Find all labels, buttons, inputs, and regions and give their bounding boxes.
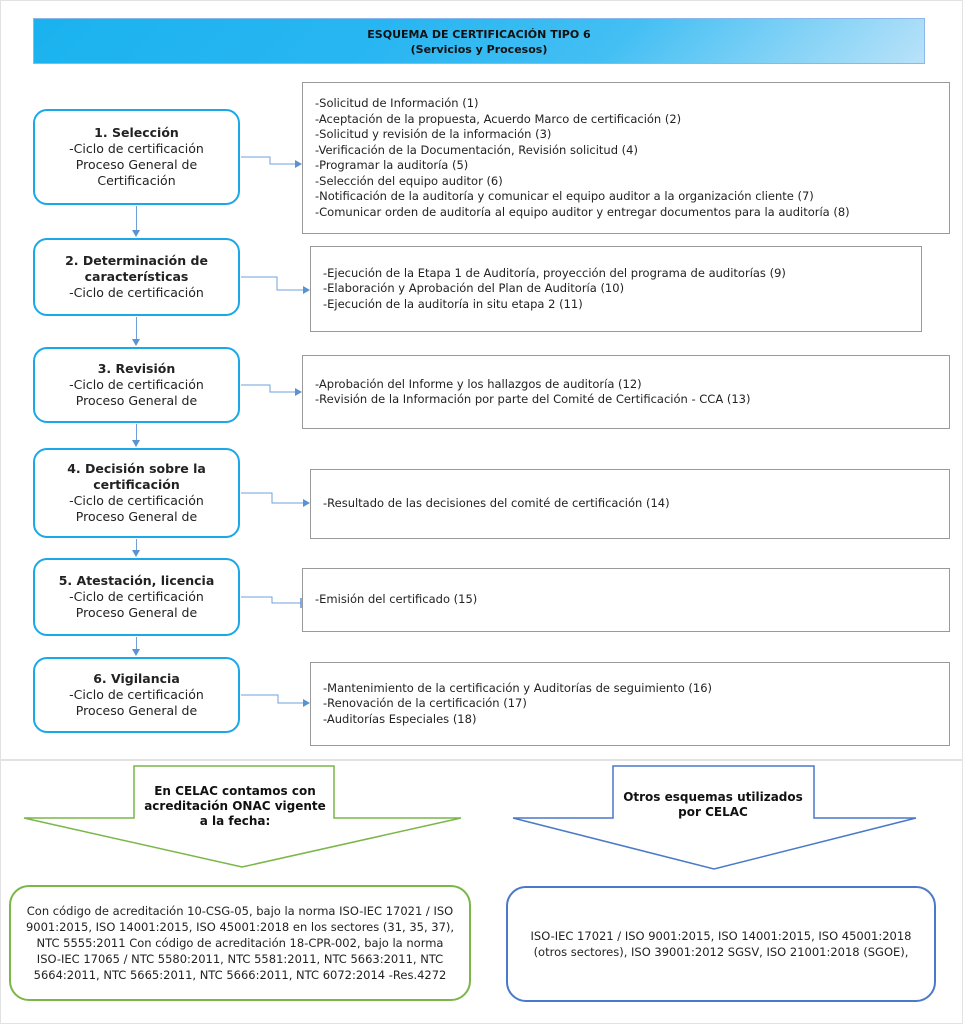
step-line: Certificación (97, 173, 176, 188)
step-title: 1. Selección (94, 125, 179, 140)
step-line: Proceso General de (75, 605, 198, 620)
step-line: Proceso General de (75, 157, 198, 172)
step-line: -Ciclo de certificación (69, 377, 204, 392)
detail-item: -Aprobación del Informe y los hallazgos de auditoría (12) (315, 376, 642, 391)
step-title: 6. Vigilancia (93, 671, 180, 686)
scheme-subtitle: (Servicios y Procesos) (410, 43, 548, 56)
detail-item: -Ejecución de la auditoría in situ etapa 2 (11) (323, 296, 583, 311)
detail-item: -Revisión de la Información por parte del Comité de Certificación - CCA (13) (315, 392, 751, 406)
step-title: 5. Atestación, licencia (58, 573, 215, 588)
other-schemes-callout-label: Otros esquemas utilizados por CELAC (623, 790, 803, 819)
accredited-schemes-text: Con código de acreditación 10-CSG-05, bajo la norma ISO-IEC 17021 / ISO 9001:2015, ISO 14001:2015, ISO 45001:2018 en los sectores (31, 35, 37), NTC 5555:2011 Con código de acreditación 18-CPR-002, bajo la norma ISO-IEC 17065 / NTC 5580:2011, NTC 5581:2011, NTC 5663:2011, NTC 5664:2011, NTC 5665:2011, NTC 5666:2011, NTC 6072:2014 -Res.4272 (25, 904, 455, 982)
detail-item: -Verificación de la Documentación, Revisión solicitud (4) (315, 142, 638, 157)
accredited-callout-label: En CELAC contamos con acreditación ONAC vigente a la fecha: (144, 784, 326, 828)
detail-item: -Resultado de las decisiones del comité de certificación (14) (323, 496, 670, 511)
detail-item: -Notificación de la auditoría y comunicar el equipo auditor a la organización cliente (7) (315, 189, 814, 203)
step-title: 3. Revisión (97, 361, 176, 376)
detail-item: -Elaboración y Aprobación del Plan de Auditoría (10) (323, 281, 625, 296)
detail-item: -Selección del equipo auditor (6) (315, 173, 503, 188)
detail-item: -Solicitud y revisión de la información (3) (315, 127, 552, 141)
detail-item: -Solicitud de Información (1) (315, 96, 479, 110)
detail-item: -Programar la auditoría (5) (315, 158, 469, 172)
step-title: 4. Decisión sobre la certificación (67, 461, 206, 492)
step-line: Proceso General de (75, 509, 198, 524)
step-line: -Ciclo de certificación (69, 687, 204, 702)
accredited-schemes-box (9, 885, 471, 1001)
step-line: -Ciclo de certificación (69, 141, 204, 156)
scheme-title: ESQUEMA DE CERTIFICACIÓN TIPO 6 (367, 28, 591, 41)
detail-item: -Auditorías Especiales (18) (323, 711, 477, 726)
detail-item: -Aceptación de la propuesta, Acuerdo Marco de certificación (2) (315, 111, 682, 126)
other-schemes-text: ISO-IEC 17021 / ISO 9001:2015, ISO 14001:2015, ISO 45001:2018 (otros sectores), ISO 39001:2012 SGSV, ISO 21001:2018 (SGOE), (530, 929, 912, 959)
detail-item: -Comunicar orden de auditoría al equipo auditor y entregar documentos para la auditoría (8) (315, 204, 850, 219)
detail-item: -Mantenimiento de la certificación y Auditorías de seguimiento (16) (323, 680, 713, 695)
step-title: 2. Determinación de características (65, 253, 208, 284)
step-line: -Ciclo de certificación (69, 589, 204, 604)
detail-item: -Ejecución de la Etapa 1 de Auditoría, proyección del programa de auditorías (9) (323, 265, 786, 280)
step-line: -Ciclo de certificación (69, 285, 204, 300)
step-line: -Ciclo de certificación (69, 493, 204, 508)
detail-item: -Renovación de la certificación (17) (323, 696, 527, 711)
step-line: Proceso General de (75, 393, 198, 408)
step-line: Proceso General de (75, 703, 198, 718)
other-schemes-box (506, 886, 936, 1002)
detail-item: -Emisión del certificado (15) (315, 592, 478, 607)
